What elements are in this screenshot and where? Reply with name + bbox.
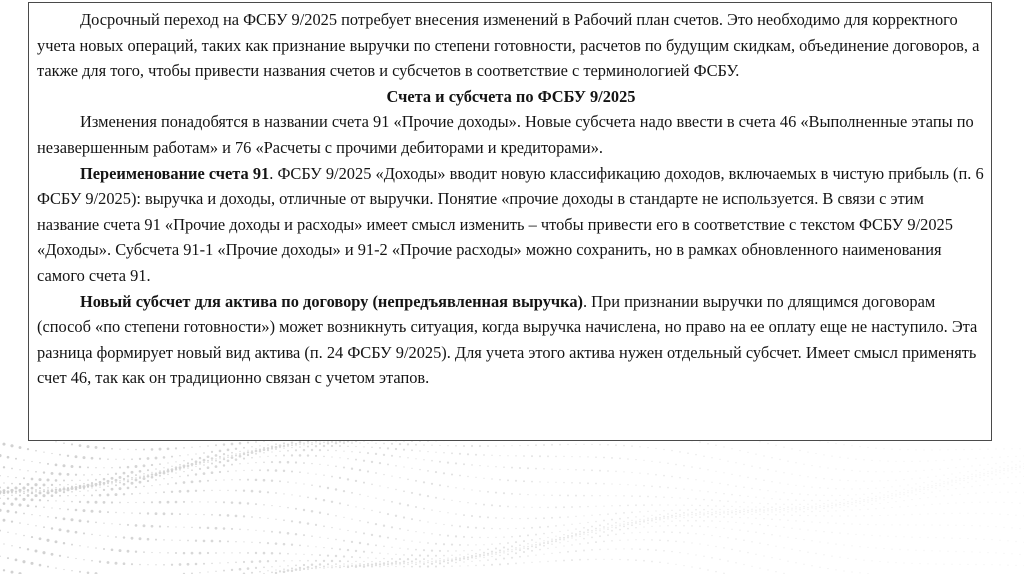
section-heading: Счета и субсчета по ФСБУ 9/2025 [386,86,636,106]
rename-account-91-title: Переименование счета 91 [80,163,270,183]
new-subaccount-paragraph [37,289,985,391]
document-text-box [28,2,992,441]
new-subaccount-title: Новый субсчет для актива по договору (непредъявленная выручка) [80,291,583,311]
rename-account-91-paragraph [37,161,985,289]
rename-account-91-text: . ФСБУ 9/2025 «Доходы» вводит новую классификацию доходов, включаемых в чистую прибыль (п. 6 ФСБУ 9/2025): выручка и доходы, отличные от выручки. Понятие «прочие доходы в стандарте не используется. В связи с этим название счета 91 «Прочие доходы и расходы» имеет смысл изменить – чтобы привести его в соответствие с текстом ФСБУ 9/2025 «Доходы». Субсчета 91-1 «Прочие доходы» и 91-2 «Прочие расходы» можно сохранить, но в рамках обновленного наименования самого счета 91. [37,163,984,285]
intro-paragraph: Досрочный переход на ФСБУ 9/2025 потребует внесения изменений в Рабочий план счетов. Это необходимо для корректного учета новых операций, таких как признание выручки по степени готовности, расчетов по будущим скидкам, объединение договоров, а также для того, чтобы привести названия счетов и субсчетов в соответствие с терминологией ФСБУ. [37,10,980,81]
accounts-change-paragraph: Изменения понадобятся в названии счета 91 «Прочие доходы». Новые субсчета надо ввести в счета 46 «Выполненные этапы по незавершенным работам» и 76 «Расчеты с прочими дебиторами и кредиторами». [37,112,974,157]
new-subaccount-text: . При признании выручки по длящимся договорам (способ «по степени готовности») может возникнуть ситуация, когда выручка начислена, но право на ее оплату еще не наступило. Эта разница формирует новый вид актива (п. 24 ФСБУ 9/2025). Для учета этого актива нужен отдельный субсчет. Имеет смысл применять счет 46, так как он традиционно связан с учетом этапов. [37,291,978,388]
